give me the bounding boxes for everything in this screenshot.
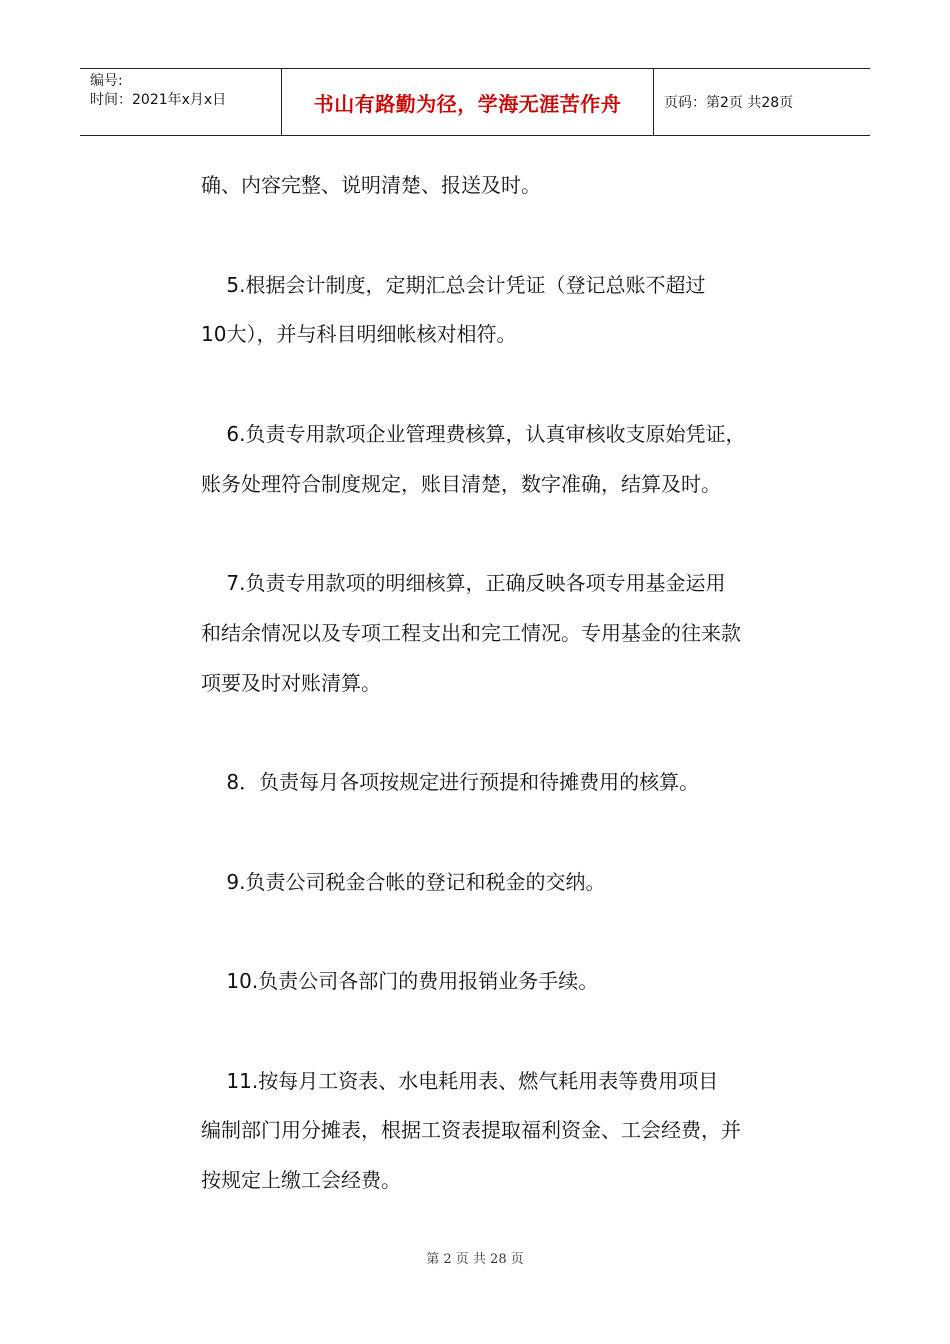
body-line: 账务处理符合制度规定，账目清楚，数字准确，结算及时。 bbox=[201, 472, 721, 496]
body-line: 确、内容完整、说明清楚、报送及时。 bbox=[201, 173, 541, 197]
body-line: 11.按每月工资表、水电耗用表、燃气耗用表等费用项目 bbox=[201, 1069, 719, 1093]
body-line: 项要及时对账清算。 bbox=[201, 671, 381, 695]
body-line: 7.负责专用款项的明细核算，正确反映各项专用基金运用 bbox=[201, 571, 726, 595]
body-line: 编制部门用分摊表，根据工资表提取福利资金、工会经费，并 bbox=[201, 1118, 741, 1142]
header-page-info: 页码：第2页 共28页 bbox=[664, 95, 794, 111]
header-meta-cell bbox=[80, 69, 282, 135]
header-motto: 书山有路勤为径，学海无涯苦作舟 bbox=[282, 69, 654, 135]
page-header bbox=[80, 68, 870, 136]
body-line: 8．负责每月各项按规定进行预提和待摊费用的核算。 bbox=[201, 770, 700, 794]
body-line: 6.负责专用款项企业管理费核算，认真审核收支原始凭证， bbox=[201, 422, 746, 446]
page-footer: 第 2 页 共 28 页 bbox=[426, 1252, 524, 1267]
body-line: 10大），并与科目明细帐核对相符。 bbox=[201, 322, 517, 346]
body-line: 5.根据会计制度，定期汇总会计凭证（登记总账不超过 bbox=[201, 273, 706, 297]
body-line: 10.负责公司各部门的费用报销业务手续。 bbox=[201, 969, 599, 993]
body-line: 和结余情况以及专项工程支出和完工情况。专用基金的往来款 bbox=[201, 621, 741, 645]
date-label: 时间：2021年x月x日 bbox=[90, 92, 227, 108]
body-line: 9.负责公司税金合帐的登记和税金的交纳。 bbox=[201, 870, 606, 894]
body-line: 按规定上缴工会经费。 bbox=[201, 1168, 401, 1192]
number-label: 编号: bbox=[90, 73, 123, 89]
